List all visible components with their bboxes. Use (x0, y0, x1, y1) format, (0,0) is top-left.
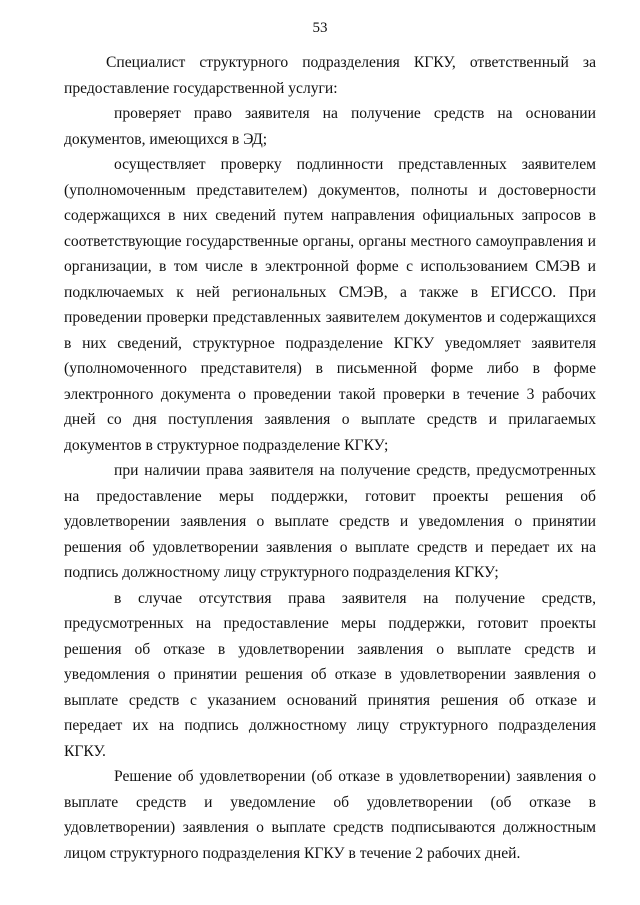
paragraph-intro: Специалист структурного подразделения КГКУ, ответственный за предоставление государственной услуги: (64, 54, 596, 97)
paragraph-refusal-draft: в случае отсутствия права заявителя на получение средств, предусмотренных на предоставление меры поддержки, готовит проекты решения об отказе в удовлетворении заявления о выплате средств и уведомления о принятии решения об отказе в удовлетворении заявления о выплате средств с указанием оснований принятия решения об отказе и передает их на подпись должностному лицу структурного подразделения КГКУ. (64, 589, 596, 760)
paragraph-approval-draft: при наличии права заявителя на получение средств, предусмотренных на предоставление меры поддержки, готовит проекты решения об удовлетворении заявления о выплате средств и уведомления о принятии решения об удовлетворении заявления о выплате средств и передает их на подпись должностному лицу структурного подразделения КГКУ; (64, 462, 596, 581)
document-body (64, 50, 596, 866)
paragraph-check-right: проверяет право заявителя на получение средств на основании документов, имеющихся в ЭД; (64, 105, 596, 148)
paragraph-signing: Решение об удовлетворении (об отказе в удовлетворении) заявления о выплате средств и уведомление об удовлетворении (об отказе в удовлетворении) заявления о выплате средств подписываются должностным лицом структурного подразделения КГКУ в течение 2 рабочих дней. (64, 768, 596, 862)
paragraph-verification: осуществляет проверку подлинности представленных заявителем (уполномоченным представителем) документов, полноты и достоверности содержащихся в них сведений путем направления официальных запросов в соответствующие государственные органы, органы местного самоуправления и организации, в том числе в электронной форме с использованием СМЭВ и подключаемых к ней региональных СМЭВ, а также в ЕГИССО. При проведении проверки представленных заявителем документов и содержащихся в них сведений, структурное подразделение КГКУ уведомляет заявителя (уполномоченного представителя) в письменной форме либо в форме электронного документа о проведении такой проверки в течение 3 рабочих дней со дня поступления заявления о выплате средств и прилагаемых документов в структурное подразделение КГКУ; (64, 156, 596, 454)
page-number: 53 (312, 20, 328, 36)
